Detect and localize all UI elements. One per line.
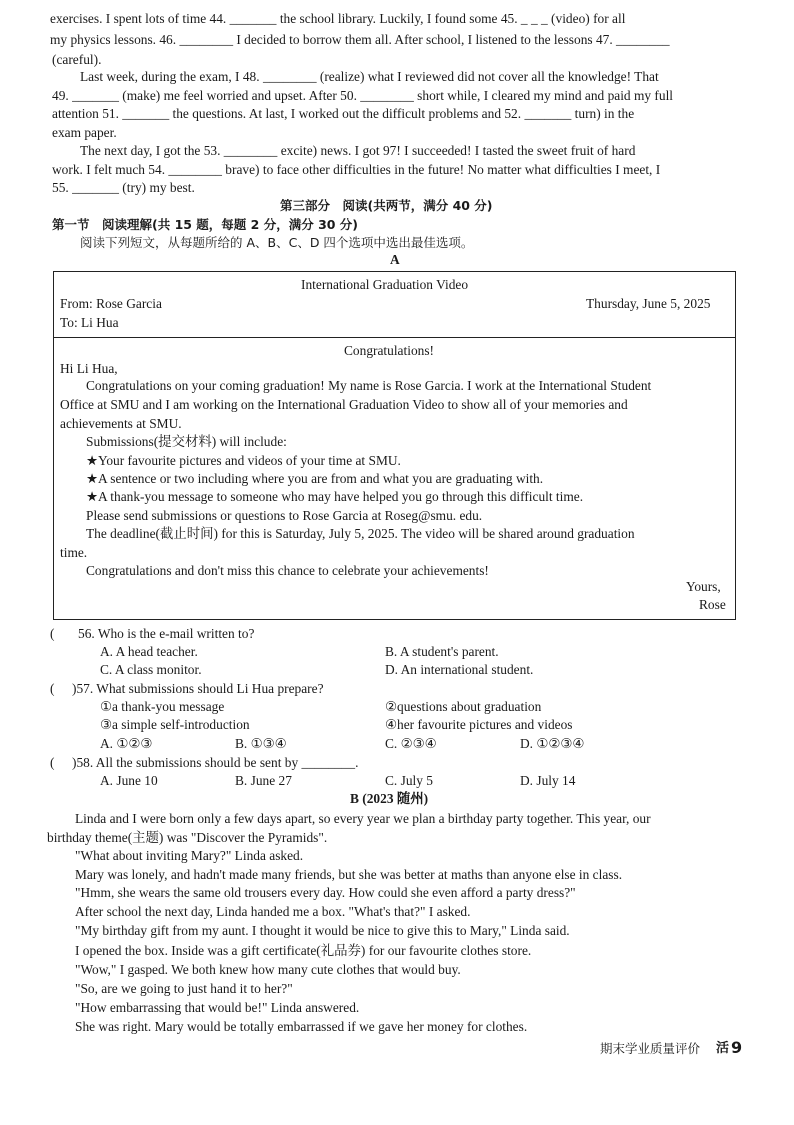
option-c: C. ②③④ [385,736,437,751]
email-signature: Rose [699,597,726,612]
answer-paren: ( [50,626,55,641]
cloze-line: The next day, I got the 53. ________ excite) news. I got 97! I succeeded! I tasted the sweet fruit of hard [80,143,636,158]
email-date: Thursday, June 5, 2025 [586,296,711,311]
option-b: B. ①③④ [235,736,287,751]
footer-label: 期末学业质量评价 [600,1041,701,1056]
passage-line: birthday theme(主题) was "Discover the Pyramids". [47,830,328,845]
option-d: D. An international student. [385,662,534,677]
passage-line: "How embarrassing that would be!" Linda answered. [75,1000,360,1015]
option-a: A. ①②③ [100,736,153,751]
email-from: From: Rose Garcia [60,296,162,311]
cloze-line: exercises. I spent lots of time 44. _______ the school library. Luckily, I found some 45. _ _ _ (video) for all [50,11,626,26]
passage-a-label: A [390,252,400,267]
option-b: B. A student's parent. [385,644,499,659]
option-a: A. A head teacher. [100,644,198,659]
email-body-line: ★Your favourite pictures and videos of your time at SMU. [86,453,401,468]
email-body-line: Congratulations on your coming graduation! My name is Rose Garcia. I work at the International Student [86,378,652,393]
cloze-line: (careful). [52,52,102,67]
answer-paren: ( [50,755,55,770]
email-greeting: Hi Li Hua, [60,361,118,376]
question-stem: 56. Who is the e-mail written to? [78,626,255,641]
option-a: A. June 10 [100,773,158,788]
email-body-line: ★A sentence or two including where you are from and what you are graduating with. [86,471,544,486]
question-stem: )58. All the submissions should be sent by ________. [72,755,359,770]
passage-line: She was right. Mary would be totally embarrassed if we gave her money for clothes. [75,1019,528,1034]
email-subject: International Graduation Video [301,277,469,292]
passage-line: Mary was lonely, and hadn't made many friends, but she was better at maths than anyone else in class. [75,867,623,882]
cloze-line: 49. _______ (make) me feel worried and upset. After 50. ________ short while, I cleared my mind and paid my full [52,88,674,103]
answer-paren: ( [50,681,55,696]
cloze-line: work. I felt much 54. ________ brave) to face other difficulties in the future! No matter what difficulties I meet, I [52,162,661,177]
cloze-line: Last week, during the exam, I 48. ________ (realize) what I reviewed did not cover all the knowledge! That [80,69,659,84]
page-number: 9 [731,1038,743,1057]
email-closing: Yours, [686,579,721,594]
email-body-line: achievements at SMU. [60,416,182,431]
option-c: C. A class monitor. [100,662,202,677]
option-c: C. July 5 [385,773,433,788]
email-body-line: The deadline(截止时间) for this is Saturday, July 5, 2025. The video will be shared around graduation [86,526,635,541]
email-body-line: Congratulations and don't miss this chance to celebrate your achievements! [86,563,489,578]
passage-line: I opened the box. Inside was a gift certificate(礼品券) for our favourite clothes store. [75,943,532,958]
cloze-line: 55. _______ (try) my best. [52,180,195,195]
section1-title: 第一节 阅读理解(共 15 题，每题 2 分，满分 30 分) [52,217,359,232]
option-d: D. July 14 [520,773,576,788]
email-body-line: ★A thank-you message to someone who may have helped you go through this difficult time. [86,489,584,504]
option-b: B. June 27 [235,773,292,788]
passage-line: "What about inviting Mary?" Linda asked. [75,848,304,863]
passage-line: Linda and I were born only a few days apart, so every year we plan a birthday party together. This year, our [75,811,651,826]
cloze-line: exam paper. [52,125,117,140]
email-to: To: Li Hua [60,315,119,330]
email-body-line: Please send submissions or questions to Rose Garcia at Roseg@smu. edu. [86,508,483,523]
email-body-line: Submissions(提交材料) will include: [86,434,287,449]
passage-line: "My birthday gift from my aunt. I thought it would be nice to give this to Mary," Linda said. [75,923,570,938]
email-body-line: Office at SMU and I am working on the International Graduation Video to show all of your memories and [60,397,628,412]
part3-title: 第三部分 阅读(共两节，满分 40 分) [280,198,493,213]
cloze-line: attention 51. _______ the questions. At last, I worked out the difficult problems and 52. _______ turn) in the [52,106,635,121]
passage-line: "So, are we going to just hand it to her?" [75,981,293,996]
choice-item: ③a simple self-introduction [100,717,250,732]
cloze-line: my physics lessons. 46. ________ I decided to borrow them all. After school, I listened to the lessons 47. ________ [50,32,670,47]
passage-b-label: B (2023 随州) [350,791,429,806]
choice-item: ②questions about graduation [385,699,542,714]
reading-instruction: 阅读下列短文，从每题所给的 A、B、C、D 四个选项中选出最佳选项。 [80,235,474,250]
choice-item: ①a thank-you message [100,699,225,714]
email-heading: Congratulations! [344,343,435,358]
passage-line: "Wow," I gasped. We both knew how many cute clothes that would buy. [75,962,461,977]
question-stem: )57. What submissions should Li Hua prepare? [72,681,324,696]
passage-line: "Hmm, she wears the same old trousers every day. How could she even afford a party dress?" [75,885,576,900]
option-d: D. ①②③④ [520,736,585,751]
footer-brand: 活 [716,1041,730,1056]
choice-item: ④her favourite pictures and videos [385,717,573,732]
email-body-line: time. [60,545,88,560]
passage-line: After school the next day, Linda handed me a box. "What's that?" I asked. [75,904,471,919]
